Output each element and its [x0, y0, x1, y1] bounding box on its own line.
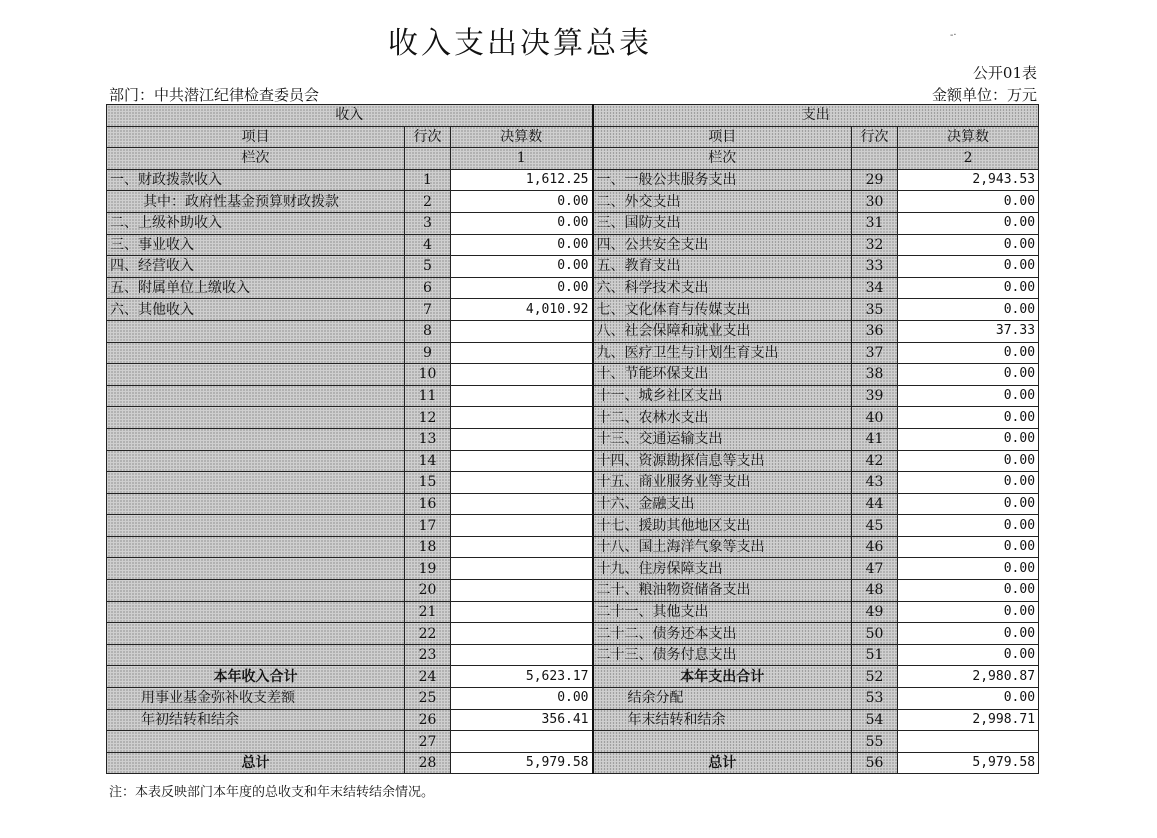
expense-row-no: 49	[852, 601, 898, 623]
income-item	[107, 623, 405, 645]
income-amount	[451, 515, 593, 537]
income-row-no: 8	[405, 320, 451, 342]
expense-row-no: 38	[852, 364, 898, 386]
expense-row-no: 37	[852, 342, 898, 364]
income-item	[107, 536, 405, 558]
expense-total-row-no: 56	[852, 752, 898, 774]
expense-row-no: 41	[852, 428, 898, 450]
expense-amount: 0.00	[898, 450, 1039, 472]
expense-item: 十四、资源勘探信息等支出	[593, 450, 852, 472]
expense-total-row-no: 55	[852, 731, 898, 753]
expense-item: 八、社会保障和就业支出	[593, 320, 852, 342]
column-number-row	[107, 148, 1039, 170]
expense-row-no: 48	[852, 580, 898, 602]
expense-row-no: 45	[852, 515, 898, 537]
income-amount	[451, 407, 593, 429]
income-total-row-no: 26	[405, 709, 451, 731]
income-amount	[451, 342, 593, 364]
income-item: 二、上级补助收入	[107, 212, 405, 234]
expense-item: 二十、粮油物资储备支出	[593, 580, 852, 602]
expense-amount: 0.00	[898, 364, 1039, 386]
table-row	[107, 364, 1039, 386]
department-label: 部门：中共潜江纪律检查委员会	[109, 86, 320, 104]
income-total-amount: 5,979.58	[451, 752, 593, 774]
table-row	[107, 536, 1039, 558]
income-amount	[451, 536, 593, 558]
table-row	[107, 580, 1039, 602]
expense-row-no: 39	[852, 385, 898, 407]
expense-item: 三、国防支出	[593, 212, 852, 234]
expense-item: 五、教育支出	[593, 256, 852, 278]
expense-row-no: 43	[852, 472, 898, 494]
income-col-blank	[405, 148, 451, 170]
table-row	[107, 212, 1039, 234]
expense-total-amount	[898, 731, 1039, 753]
expense-amount: 0.00	[898, 493, 1039, 515]
income-row-no: 6	[405, 277, 451, 299]
income-amount	[451, 364, 593, 386]
income-amount: 0.00	[451, 191, 593, 213]
income-amount: 0.00	[451, 277, 593, 299]
table-row	[107, 407, 1039, 429]
expense-item: 十五、商业服务业等支出	[593, 472, 852, 494]
expense-row-no: 35	[852, 299, 898, 321]
expense-total-amount: 0.00	[898, 688, 1039, 710]
income-item	[107, 407, 405, 429]
income-total-row-no: 28	[405, 752, 451, 774]
income-total-row-no: 25	[405, 688, 451, 710]
expense-row-no: 50	[852, 623, 898, 645]
income-amount: 0.00	[451, 212, 593, 234]
expense-amount: 0.00	[898, 385, 1039, 407]
income-item	[107, 644, 405, 666]
expense-row-no: 44	[852, 493, 898, 515]
income-row-no: 12	[405, 407, 451, 429]
total-row	[107, 688, 1039, 710]
income-total-item: 总计	[107, 752, 405, 774]
table-row	[107, 299, 1039, 321]
expense-item: 十一、城乡社区支出	[593, 385, 852, 407]
expense-amount: 0.00	[898, 277, 1039, 299]
total-row	[107, 709, 1039, 731]
income-item: 五、附属单位上缴收入	[107, 277, 405, 299]
expense-item: 九、医疗卫生与计划生育支出	[593, 342, 852, 364]
total-row	[107, 731, 1039, 753]
expense-item: 十二、农林水支出	[593, 407, 852, 429]
income-amount-header: 决算数	[451, 126, 593, 148]
expense-item-header: 项目	[593, 126, 852, 148]
income-amount	[451, 385, 593, 407]
income-amount	[451, 320, 593, 342]
expense-item: 十、节能环保支出	[593, 364, 852, 386]
expense-row-no: 34	[852, 277, 898, 299]
income-col-number: 1	[451, 148, 593, 170]
income-item	[107, 493, 405, 515]
expense-item: 二、外交支出	[593, 191, 852, 213]
group-header-row	[107, 105, 1039, 127]
expense-col-blank	[852, 148, 898, 170]
income-amount: 4,010.92	[451, 299, 593, 321]
expense-amount: 0.00	[898, 191, 1039, 213]
table-row	[107, 428, 1039, 450]
income-row-no: 19	[405, 558, 451, 580]
income-amount: 1,612.25	[451, 169, 593, 191]
expense-amount: 0.00	[898, 428, 1039, 450]
table-row	[107, 191, 1039, 213]
expense-row-no-header: 行次	[852, 126, 898, 148]
income-row-no: 16	[405, 493, 451, 515]
total-row	[107, 666, 1039, 688]
expense-item: 四、公共安全支出	[593, 234, 852, 256]
income-amount	[451, 601, 593, 623]
income-item	[107, 450, 405, 472]
expense-item: 十七、援助其他地区支出	[593, 515, 852, 537]
income-amount: 0.00	[451, 234, 593, 256]
expense-amount: 0.00	[898, 212, 1039, 234]
form-number: 公开01表	[972, 64, 1037, 82]
expense-amount: 0.00	[898, 515, 1039, 537]
expense-col-number: 2	[898, 148, 1039, 170]
table-row	[107, 277, 1039, 299]
income-item	[107, 601, 405, 623]
expense-item: 二十一、其他支出	[593, 601, 852, 623]
income-amount: 0.00	[451, 256, 593, 278]
income-item	[107, 320, 405, 342]
income-item	[107, 364, 405, 386]
income-item: 其中：政府性基金预算财政拨款	[107, 191, 405, 213]
amount-unit-label: 金额单位：万元	[931, 86, 1037, 104]
expense-amount: 0.00	[898, 407, 1039, 429]
table-row	[107, 644, 1039, 666]
income-row-no: 13	[405, 428, 451, 450]
income-item	[107, 580, 405, 602]
expense-item: 十九、住房保障支出	[593, 558, 852, 580]
expense-total-item: 总计	[593, 752, 852, 774]
expense-amount: 0.00	[898, 299, 1039, 321]
expense-total-amount: 5,979.58	[898, 752, 1039, 774]
table-row	[107, 342, 1039, 364]
expense-total-item: 年末结转和结余	[593, 709, 852, 731]
table-row	[107, 623, 1039, 645]
expense-row-no: 30	[852, 191, 898, 213]
table-row	[107, 558, 1039, 580]
column-header-row	[107, 126, 1039, 148]
income-row-no: 23	[405, 644, 451, 666]
income-item: 四、经营收入	[107, 256, 405, 278]
income-group-header: 收入	[107, 105, 593, 127]
expense-row-no: 31	[852, 212, 898, 234]
income-total-item	[107, 731, 405, 753]
expense-total-item	[593, 731, 852, 753]
income-item	[107, 428, 405, 450]
income-row-no: 21	[405, 601, 451, 623]
table-row	[107, 515, 1039, 537]
expense-total-item: 本年支出合计	[593, 666, 852, 688]
expense-row-no: 46	[852, 536, 898, 558]
income-total-amount: 5,623.17	[451, 666, 593, 688]
table-row	[107, 256, 1039, 278]
table-row	[107, 320, 1039, 342]
income-item: 六、其他收入	[107, 299, 405, 321]
expense-amount: 0.00	[898, 558, 1039, 580]
expense-row-no: 42	[852, 450, 898, 472]
income-total-amount	[451, 731, 593, 753]
table-row	[107, 493, 1039, 515]
income-item	[107, 472, 405, 494]
income-row-no: 14	[405, 450, 451, 472]
table-row	[107, 385, 1039, 407]
income-amount	[451, 623, 593, 645]
expense-amount: 0.00	[898, 644, 1039, 666]
expense-item: 一、一般公共服务支出	[593, 169, 852, 191]
table-row	[107, 234, 1039, 256]
table-row	[107, 472, 1039, 494]
expense-row-no: 51	[852, 644, 898, 666]
income-expense-table	[106, 104, 1039, 774]
income-row-no: 9	[405, 342, 451, 364]
expense-amount: 0.00	[898, 472, 1039, 494]
expense-amount: 0.00	[898, 342, 1039, 364]
income-item	[107, 385, 405, 407]
expense-row-no: 33	[852, 256, 898, 278]
expense-item: 二十二、债务还本支出	[593, 623, 852, 645]
income-total-amount: 0.00	[451, 688, 593, 710]
expense-amount: 0.00	[898, 601, 1039, 623]
footnote: 注：本表反映部门本年度的总收支和年末结转结余情况。	[109, 785, 435, 800]
income-row-no: 7	[405, 299, 451, 321]
expense-total-amount: 2,998.71	[898, 709, 1039, 731]
expense-total-item: 结余分配	[593, 688, 852, 710]
income-row-no: 22	[405, 623, 451, 645]
expense-col-label: 栏次	[593, 148, 852, 170]
expense-amount-header: 决算数	[898, 126, 1039, 148]
table-row	[107, 450, 1039, 472]
table-row	[107, 169, 1039, 191]
income-row-no: 11	[405, 385, 451, 407]
expense-row-no: 47	[852, 558, 898, 580]
expense-total-row-no: 54	[852, 709, 898, 731]
income-row-no: 1	[405, 169, 451, 191]
income-amount	[451, 493, 593, 515]
expense-amount: 0.00	[898, 623, 1039, 645]
expense-row-no: 32	[852, 234, 898, 256]
income-item	[107, 515, 405, 537]
expense-item: 十六、金融支出	[593, 493, 852, 515]
income-total-row-no: 27	[405, 731, 451, 753]
table-row	[107, 601, 1039, 623]
income-item: 三、事业收入	[107, 234, 405, 256]
expense-amount: 0.00	[898, 580, 1039, 602]
expense-amount: 0.00	[898, 536, 1039, 558]
income-row-no: 10	[405, 364, 451, 386]
expense-amount: 0.00	[898, 234, 1039, 256]
income-row-no: 20	[405, 580, 451, 602]
expense-amount: 0.00	[898, 256, 1039, 278]
expense-item: 十八、国土海洋气象等支出	[593, 536, 852, 558]
expense-amount: 37.33	[898, 320, 1039, 342]
income-item	[107, 342, 405, 364]
income-amount	[451, 472, 593, 494]
expense-total-amount: 2,980.87	[898, 666, 1039, 688]
expense-row-no: 40	[852, 407, 898, 429]
expense-total-row-no: 52	[852, 666, 898, 688]
income-row-no: 3	[405, 212, 451, 234]
income-row-no: 5	[405, 256, 451, 278]
income-amount	[451, 450, 593, 472]
total-row	[107, 752, 1039, 774]
income-row-no: 18	[405, 536, 451, 558]
income-amount	[451, 558, 593, 580]
income-total-row-no: 24	[405, 666, 451, 688]
income-item: 一、财政拨款收入	[107, 169, 405, 191]
income-item	[107, 558, 405, 580]
income-amount	[451, 644, 593, 666]
income-row-no: 4	[405, 234, 451, 256]
income-item-header: 项目	[107, 126, 405, 148]
expense-item: 十三、交通运输支出	[593, 428, 852, 450]
income-row-no: 2	[405, 191, 451, 213]
income-amount	[451, 580, 593, 602]
expense-item: 二十三、债务付息支出	[593, 644, 852, 666]
report-title: 收入支出决算总表	[388, 26, 652, 61]
income-row-no: 17	[405, 515, 451, 537]
expense-row-no: 29	[852, 169, 898, 191]
expense-row-no: 36	[852, 320, 898, 342]
income-total-item: 年初结转和结余	[107, 709, 405, 731]
income-total-item: 本年收入合计	[107, 666, 405, 688]
income-row-no-header: 行次	[405, 126, 451, 148]
income-total-item: 用事业基金弥补收支差额	[107, 688, 405, 710]
expense-total-row-no: 53	[852, 688, 898, 710]
expense-item: 七、文化体育与传媒支出	[593, 299, 852, 321]
expense-amount: 2,943.53	[898, 169, 1039, 191]
expense-item: 六、科学技术支出	[593, 277, 852, 299]
expense-group-header: 支出	[593, 105, 1039, 127]
scan-speck: -·	[950, 30, 957, 41]
income-col-label: 栏次	[107, 148, 405, 170]
income-amount	[451, 428, 593, 450]
income-row-no: 15	[405, 472, 451, 494]
income-total-amount: 356.41	[451, 709, 593, 731]
